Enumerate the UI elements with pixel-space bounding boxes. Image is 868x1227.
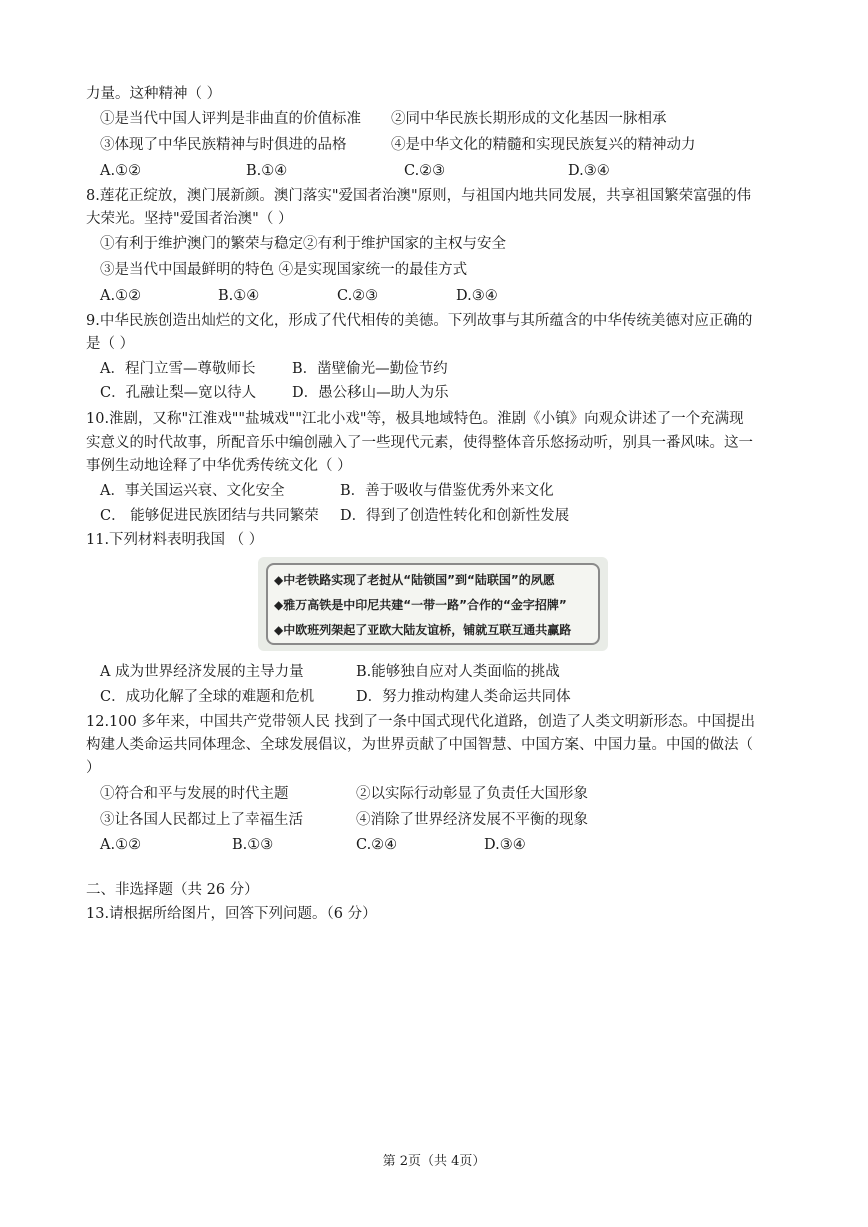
page-footer: 第 2页（共 4页） — [382, 1154, 486, 1169]
q8-option-c: C.②③ — [337, 288, 379, 304]
q7-stem-tail: 力量。这种精神（ ） — [86, 86, 222, 102]
q8-stem-line-1: 8.莲花正绽放，澳门展新颜。澳门落实"爱国者治澳"原则，与祖国内地共同发展，共享祖国繁荣富强的伟 — [86, 188, 752, 204]
q11-material-frame — [266, 563, 600, 645]
q7-statement-2: ②同中华民族长期形成的文化基因一脉相承 — [391, 111, 667, 127]
q12-statement-3: ③让各国人民都过上了幸福生活 — [100, 812, 303, 828]
q10-option-d: D．得到了创造性转化和创新性发展 — [340, 508, 570, 524]
q8-option-d: D.③④ — [456, 288, 498, 304]
q7-statement-1: ①是当代中国人评判是非曲直的价值标准 — [100, 111, 361, 127]
q9-option-a: A．程门立雪—尊敬师长 — [100, 361, 256, 377]
q10-stem-line-1: 10.淮剧，又称"江淮戏""盐城戏""江北小戏"等，极具地域特色。淮剧《小镇》向观众讲述了一个充满现 — [86, 411, 744, 427]
q12-stem-line-3: ） — [86, 760, 101, 776]
q12-statement-4: ④消除了世界经济发展不平衡的现象 — [356, 812, 588, 828]
q11-option-d: D．努力推动构建人类命运共同体 — [356, 689, 571, 705]
q8-statements-1-2: ①有利于维护澳门的繁荣与稳定②有利于维护国家的主权与安全 — [100, 236, 506, 252]
q12-option-d: D.③④ — [484, 837, 526, 853]
q8-option-a: A.①② — [100, 288, 142, 304]
q9-stem-line-1: 9.中华民族创造出灿烂的文化，形成了代代相传的美德。下列故事与其所蕴含的中华传统美德对应正确的 — [86, 313, 753, 329]
q7-option-a: A.①② — [100, 163, 142, 179]
q11-option-a: A 成为世界经济发展的主导力量 — [100, 664, 304, 680]
q11-material-item-1: ◆中老铁路实现了老挝从“陆锁国”到“陆联国”的夙愿 — [274, 573, 555, 587]
q10-option-c: C． 能够促进民族团结与共同繁荣 — [100, 508, 319, 524]
q8-statements-3-4: ③是当代中国最鲜明的特色 ④是实现国家统一的最佳方式 — [100, 262, 468, 278]
q13-stem: 13.请根据所给图片，回答下列问题。（6 分） — [86, 906, 377, 922]
q7-option-c: C.②③ — [404, 163, 446, 179]
q12-option-b: B.①③ — [232, 837, 274, 853]
q9-option-b: B．凿壁偷光—勤俭节约 — [292, 361, 448, 377]
q9-option-c: C．孔融让梨—宽以待人 — [100, 385, 257, 401]
q7-statement-3: ③体现了中华民族精神与时俱进的品格 — [100, 137, 347, 153]
q10-option-a: A．事关国运兴衰、文化安全 — [100, 483, 285, 499]
q11-option-b: B.能够独自应对人类面临的挑战 — [356, 664, 560, 680]
q12-stem-line-2: 构建人类命运共同体理念、全球发展倡议，为世界贡献了中国智慧、中国方案、中国力量。中国的做法（ — [86, 737, 753, 753]
q12-statement-2: ②以实际行动彰显了负责任大国形象 — [356, 786, 588, 802]
q10-stem-line-2: 实意义的时代故事，所配音乐中编创融入了一些现代元素，使得整体音乐悠扬动听，别具一番风味。这一 — [86, 435, 753, 451]
q12-option-a: A.①② — [100, 837, 142, 853]
q9-option-d: D．愚公移山—助人为乐 — [292, 385, 449, 401]
section-heading: 二、非选择题（共 26 分） — [86, 882, 259, 898]
q12-stem-line-1: 12.100 多年来，中国共产党带领人民 找到了一条中国式现代化道路，创造了人类文明新形态。中国提出 — [86, 714, 755, 730]
q7-option-b: B.①④ — [246, 163, 288, 179]
q12-option-c: C.②④ — [356, 837, 398, 853]
q11-stem: 11.下列材料表明我国 （ ） — [86, 532, 264, 548]
q11-option-c: C．成功化解了全球的难题和危机 — [100, 689, 315, 705]
q12-statement-1: ①符合和平与发展的时代主题 — [100, 786, 289, 802]
q8-stem-line-2: 大荣光。坚持"爱国者治澳"（ ） — [86, 211, 293, 227]
q10-option-b: B．善于吸收与借鉴优秀外来文化 — [340, 483, 554, 499]
q10-stem-line-3: 事例生动地诠释了中华优秀传统文化（ ） — [86, 458, 352, 474]
q8-option-b: B.①④ — [218, 288, 260, 304]
q7-statement-4: ④是中华文化的精髓和实现民族复兴的精神动力 — [391, 137, 696, 153]
q7-option-d: D.③④ — [568, 163, 610, 179]
q9-stem-line-2: 是（ ） — [86, 336, 135, 352]
q11-material-item-2: ◆雅万高铁是中印尼共建“一带一路”合作的“金字招牌” — [274, 598, 567, 612]
q11-material-box — [258, 557, 608, 651]
q11-material-item-3: ◆中欧班列架起了亚欧大陆友谊桥，铺就互联互通共赢路 — [274, 623, 572, 637]
